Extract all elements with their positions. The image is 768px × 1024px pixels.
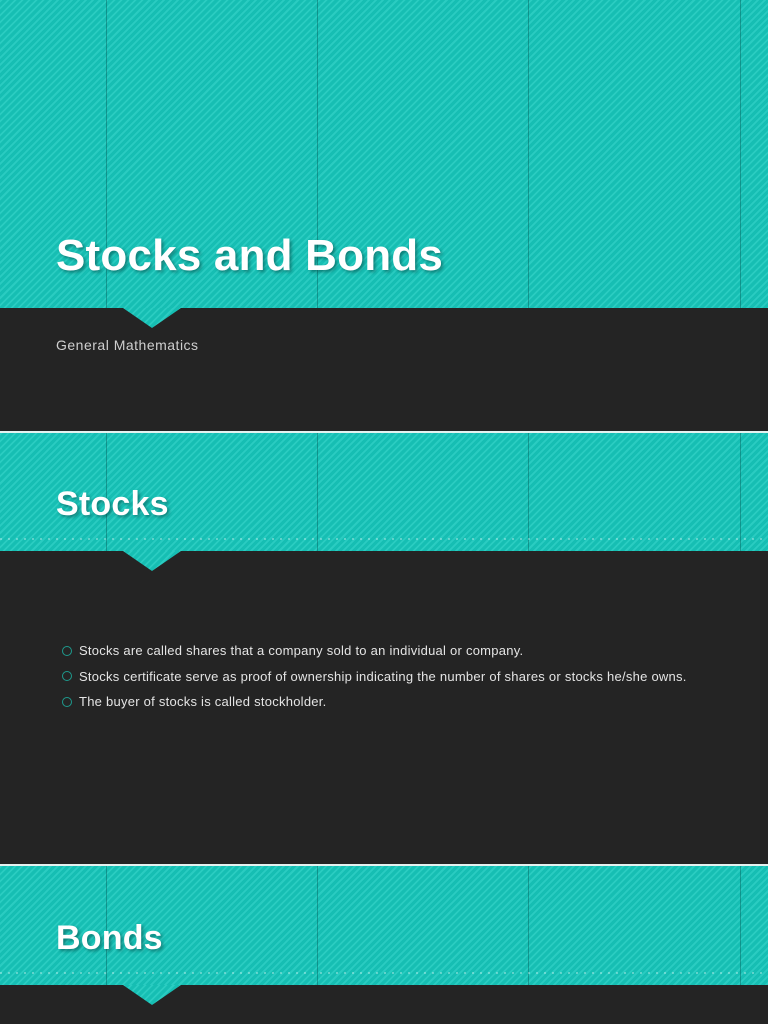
slide-3-title-band <box>0 866 768 985</box>
dashed-divider <box>0 972 768 974</box>
slide-2-title: Stocks <box>56 485 169 523</box>
slide-1-title: Stocks and Bonds <box>56 231 444 280</box>
page-gap <box>0 431 768 433</box>
bullet-ring-icon <box>62 646 72 656</box>
column-line <box>528 866 529 985</box>
bullet-item <box>62 669 700 685</box>
slide-3-dark-panel <box>0 985 768 1024</box>
bullet-text: Stocks are called shares that a company sold to an individual or company. <box>79 643 524 658</box>
column-line <box>317 433 318 551</box>
column-line <box>740 866 741 985</box>
dashed-divider <box>0 538 768 540</box>
slide-3-title: Bonds <box>56 919 163 957</box>
bullet-ring-icon <box>62 697 72 707</box>
slide-1-subtitle: General Mathematics <box>56 337 199 353</box>
column-line <box>740 433 741 551</box>
bullet-ring-icon <box>62 671 72 681</box>
column-line <box>317 866 318 985</box>
bullet-text: Stocks certificate serve as proof of ownership indicating the number of shares or stocks he/she owns. <box>79 668 687 684</box>
slide-2-title-band <box>0 433 768 551</box>
bullet-item <box>62 694 700 710</box>
bullet-text: The buyer of stocks is called stockholder. <box>79 694 327 709</box>
slide-1-title-band <box>0 0 768 308</box>
slide-2 <box>0 433 768 864</box>
slide-2-dark-panel <box>0 551 768 864</box>
slide-1-dark-panel <box>0 308 768 431</box>
bullet-item <box>62 643 700 659</box>
slide-3 <box>0 866 768 1024</box>
column-line <box>528 0 529 308</box>
column-line <box>740 0 741 308</box>
column-line <box>528 433 529 551</box>
slide-1 <box>0 0 768 431</box>
bullet-list <box>0 551 768 710</box>
page-gap <box>0 864 768 866</box>
